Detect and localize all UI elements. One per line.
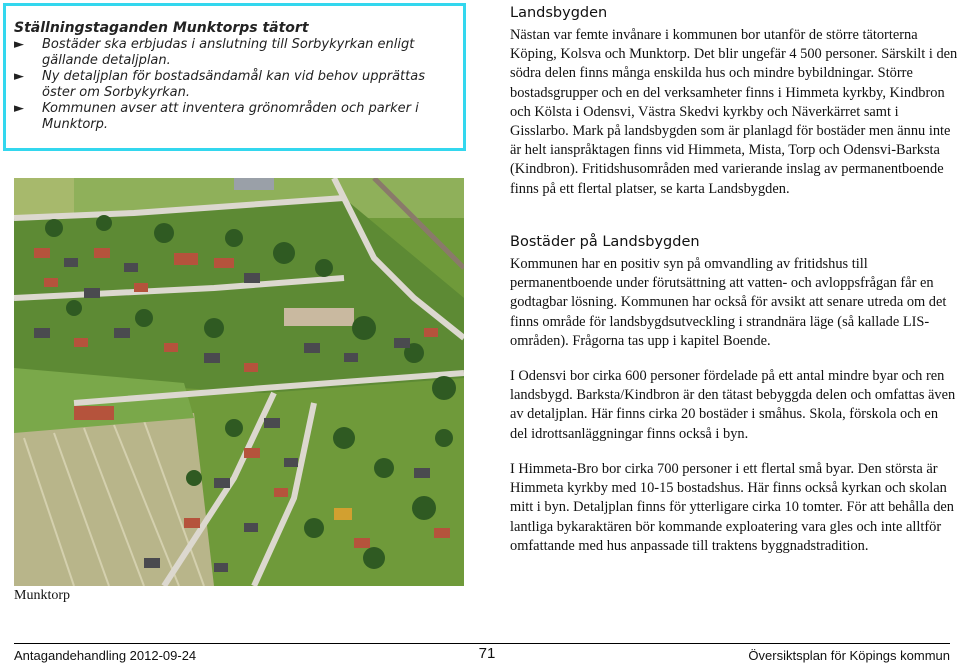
section-heading-landsbygden: Landsbygden <box>510 5 608 21</box>
page-number: 71 <box>478 645 496 662</box>
photo-caption: Munktorp <box>14 588 70 603</box>
arrow-bullet-icon: ► <box>14 69 24 84</box>
statement-item: ► Bostäder ska erbjudas i anslutning till Sorbykyrkan enligt gällande detaljplan. <box>14 37 415 68</box>
arrow-bullet-icon: ► <box>14 37 24 52</box>
bostader-paragraph-3: I Himmeta-Bro bor cirka 700 personer i ett flertal små byar. Den största är Himmeta kyrkby med 10-15 bostadshus. Här finns också kyrkan och skolan mitt i byn. Detaljplan finns för ytterligare cirka 10 tomter. För att behålla den lantliga bykaraktären bör kommande exploatering vara gles och inte alltför omfattande med hus anpassade till traktens byggnadstradition. <box>510 461 954 554</box>
section-heading-bostader: Bostäder på Landsbygden <box>510 234 700 250</box>
bostader-paragraph-2: I Odensvi bor cirka 600 personer fördelade på ett antal mindre byar och ren landsbygd. Barksta/Kindbron är den tätast bebyggda delen och omfattas även av detaljplan. Här finns cirka 20 bostäder i småhus. Skola, förskola och en del idrottsanläggningar finns också i byn. <box>510 368 956 442</box>
landsbygden-paragraph: Nästan var femte invånare i kommunen bor utanför de större tätorterna Köping, Kolsva och Munktorp. Det blir ungefär 4 500 personer. Särskilt i den södra delen finns många enskilda hus och mindre bybildningar. Större bostadsgrupper och en del verksamheter finns i Himmeta kyrkby, Kindbron och Kölsta i Odensvi, Västra Skedvi kyrkby och Näverkärret samt i Gisslarbo. Mark på landsbygden som är planlagd för bostäder men ännu inte är helt ianspråktagen finns vid Himmeta, Mista, Torp och Odensvi-Barksta (Kindbron). Fritidshusområden med varierande inslag av permanentboende finns på ett flertal platser, se karta Landsbygden. <box>510 27 958 197</box>
statements-title: Ställningstaganden Munktorps tätort <box>14 20 309 36</box>
statement-item: ► Kommunen avser att inventera grönområden och parker i Munktorp. <box>14 101 419 132</box>
arrow-bullet-icon: ► <box>14 101 24 116</box>
footer-document-status: Antagandehandling 2012-09-24 <box>14 648 197 663</box>
footer-document-title: Översiktsplan för Köpings kommun <box>748 648 950 663</box>
footer-divider <box>14 643 950 644</box>
statements-list <box>14 37 455 133</box>
aerial-photo-munktorp <box>14 178 464 586</box>
bostader-paragraph-1: Kommunen har en positiv syn på omvandling av fritidshus till permanentboende under förutsättning att vatten- och avloppsfrågan får en godtagbar lösning. Kommunen har också för avsikt att senare utreda om det finns område för landsbygdsutveckling i strandnära läge (så kallade LIS-områden). Frågorna tas upp i kapitel Boende. <box>510 256 947 349</box>
statements-box <box>3 3 466 151</box>
statement-item: ► Ny detaljplan för bostadsändamål kan vid behov upprättas öster om Sorbykyrkan. <box>14 69 425 100</box>
